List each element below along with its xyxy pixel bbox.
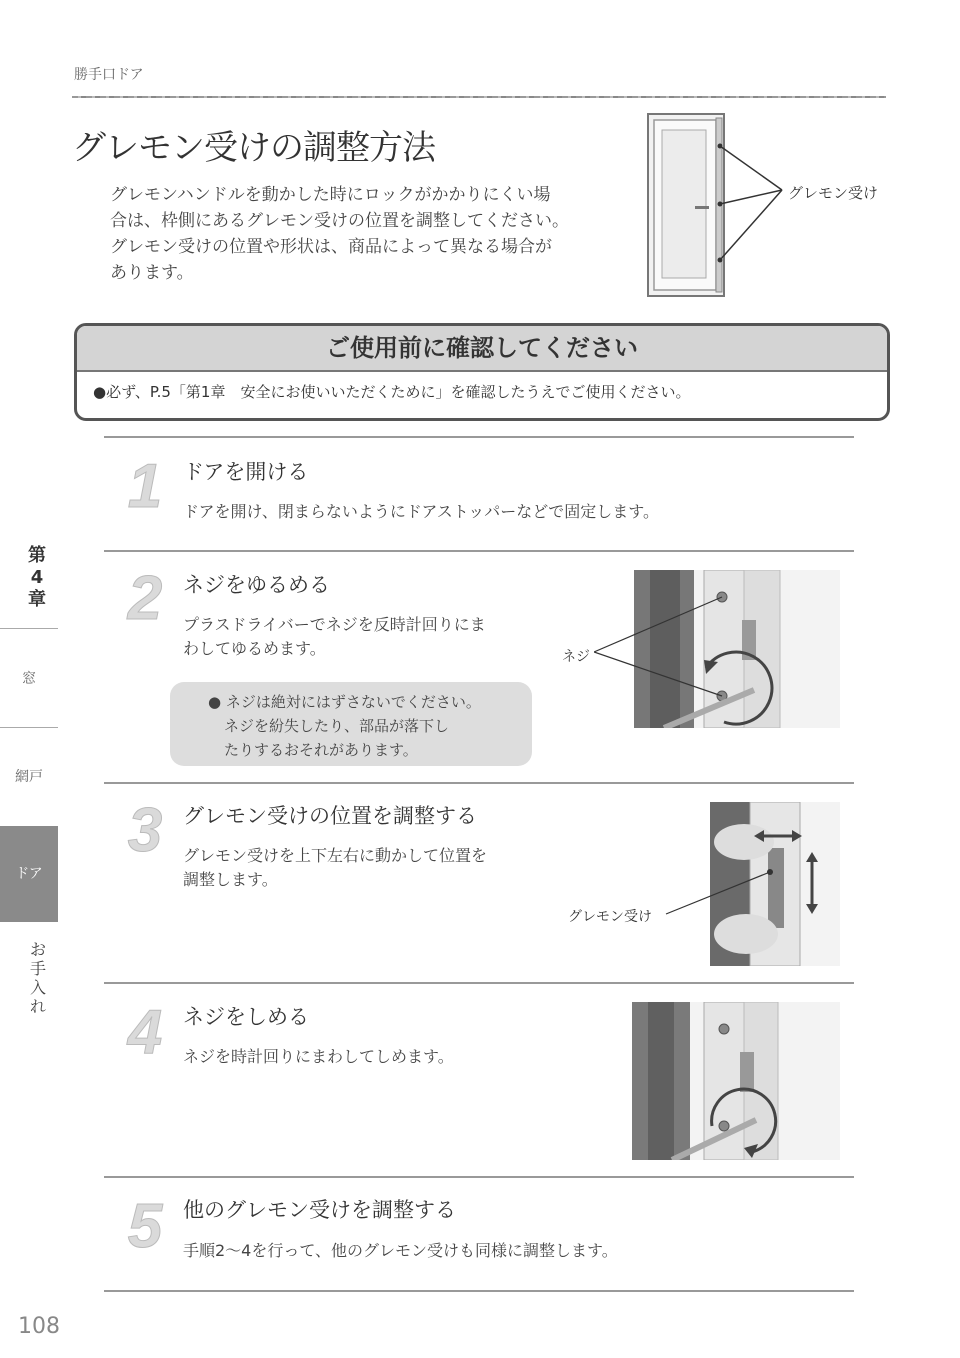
intro-line: グレモンハンドルを動かした時にロックがかかりにくい場 [110,185,551,205]
step-text [183,1045,454,1069]
step-number: 4 [127,998,163,1067]
step-text [183,844,487,892]
step-text [183,1239,618,1263]
step-text-line: プラスドライバーでネジを反時計回りにま [183,615,486,634]
step-number: 5 [127,1192,163,1261]
step-text-line: ネジを時計回りにまわしてしめます。 [183,1047,454,1066]
step-number: 2 [127,564,163,633]
side-tab-door[interactable]: ドア [0,826,58,922]
step-text-line: ドアを開け、閉まらないようにドアストッパーなどで固定します。 [183,502,660,521]
chapter-char: 第 [28,545,46,566]
vertical-char: 手 [29,959,46,978]
screw-callout-label: ネジ [562,649,590,665]
step-divider [104,1176,854,1178]
keeper-callout-label: グレモン受け [568,909,652,925]
loosen-screw-photo [594,570,840,728]
intro-text [110,182,610,286]
confirm-box [74,323,890,421]
step-text-line: 手順2～4を行って、他のグレモン受けも同様に調整します。 [183,1241,618,1260]
step-text-line: グレモン受けを上下左右に動かして位置を [183,846,488,865]
step-title: ネジをしめる [183,1005,309,1029]
door-figure-label: グレモン受け [788,184,879,202]
page-number: 108 [18,1314,60,1339]
step-text [183,500,659,524]
page-title: グレモン受けの調整方法 [72,128,435,168]
step-number: 1 [127,452,163,521]
confirm-heading: ご使用前に確認してください [77,326,887,372]
vertical-char: れ [29,997,46,1016]
side-tab-window[interactable]: 窓 [22,671,36,687]
step-text [183,613,486,661]
intro-line: 合は、枠側にあるグレモン受けの位置を調整してください。 [110,211,569,231]
door-diagram [640,110,900,300]
vertical-char: お [29,940,46,959]
side-chapter-label [0,545,74,611]
step-title: グレモン受けの位置を調整する [183,804,477,828]
header-divider [72,96,886,98]
side-divider [0,628,58,629]
caution-note-text [208,690,524,762]
tighten-screw-photo [632,1002,840,1160]
step-divider [104,550,854,552]
chapter-char: 4 [30,567,44,588]
step-divider [104,782,854,784]
intro-line: グレモン受けの位置や形状は、商品によって異なる場合が [110,237,552,257]
side-tab-maintenance[interactable] [28,940,48,1016]
adjust-keeper-photo [664,802,840,966]
step-number: 3 [127,796,163,865]
note-line: ● ネジは絶対にはずさないでください。 [208,693,481,711]
breadcrumb: 勝手口ドア [74,67,144,83]
side-divider [0,727,58,728]
step-text-line: わしてゆるめます。 [183,639,326,658]
step-title: ドアを開ける [183,460,309,484]
note-line: たりするおそれがあります。 [224,741,418,759]
step-title: 他のグレモン受けを調整する [183,1198,456,1222]
intro-line: あります。 [110,263,194,283]
step-divider [104,982,854,984]
step-text-line: 調整します。 [183,870,278,889]
step-divider [104,436,854,438]
step-divider [104,1290,854,1292]
step-title: ネジをゆるめる [183,573,330,597]
side-tab-screen[interactable]: 網戸 [15,769,43,785]
chapter-char: 章 [28,589,46,610]
note-line: ネジを紛失したり、部品が落下し [224,717,450,735]
confirm-body: ●必ず、P.5「第1章 安全にお使いいただくために」を確認したうえでご使用ください。 [93,383,691,401]
vertical-char: 入 [29,978,46,997]
